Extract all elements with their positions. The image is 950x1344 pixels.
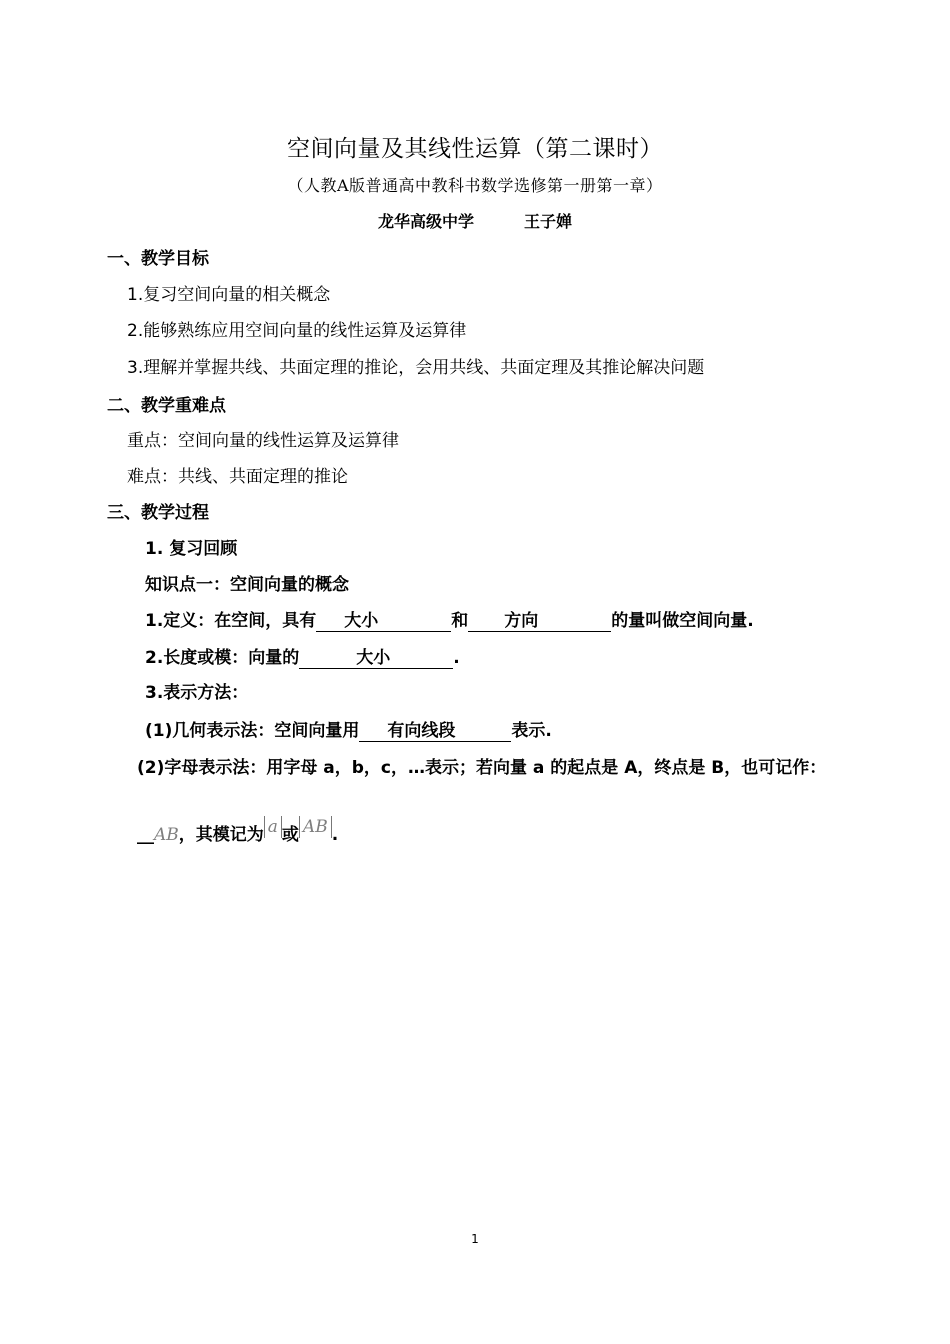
geometric-representation-line <box>145 722 552 742</box>
notation-line <box>137 817 339 848</box>
doc-subtitle: （人教A版普通高中教科书数学选修第一册第一章） <box>287 176 663 195</box>
blank-directed-segment: 有向线段 <box>387 721 456 741</box>
length-line <box>145 649 460 669</box>
section-heading-key-points: 二、教学重难点 <box>107 396 226 416</box>
author-name: 王子婵 <box>524 212 573 231</box>
definition-line <box>145 612 754 632</box>
vector-ab-notation: AB <box>154 825 179 845</box>
review-heading: 1. 复习回顾 <box>145 539 238 559</box>
length-prefix: 2.长度或模：向量的 <box>145 648 300 668</box>
length-suffix: . <box>453 648 460 668</box>
geometric-prefix: (1)几何表示法：空间向量用 <box>145 721 360 741</box>
difficult-point: 难点：共线、共面定理的推论 <box>127 467 348 487</box>
modulus-ab: AB <box>299 816 332 838</box>
notation-period: . <box>331 825 339 845</box>
definition-prefix: 1.定义：在空间，具有 <box>145 611 317 631</box>
doc-title: 空间向量及其线性运算（第二课时） <box>287 136 663 162</box>
notation-blank: __ <box>137 825 154 845</box>
modulus-label: ，其模记为 <box>178 825 264 845</box>
section-heading-objectives: 一、教学目标 <box>107 249 209 269</box>
author-school: 龙华高级中学 <box>377 212 474 231</box>
blank-length: 大小 <box>356 648 391 668</box>
definition-and: 和 <box>451 611 469 631</box>
representation-heading: 3.表示方法： <box>145 683 249 703</box>
author-line <box>0 214 950 230</box>
or-label: 或 <box>281 825 299 845</box>
objective-item-1: 1.复习空间向量的相关概念 <box>127 285 331 305</box>
objective-item-2: 2.能够熟练应用空间向量的线性运算及运算律 <box>127 321 467 341</box>
letter-representation-line: (2)字母表示法：用字母 a，b，c，…表示；若向量 a 的起点是 A，终点是 B，也可记作： <box>137 758 827 778</box>
definition-suffix: 的量叫做空间向量. <box>611 611 754 631</box>
geometric-suffix: 表示. <box>511 721 552 741</box>
key-point: 重点：空间向量的线性运算及运算律 <box>127 431 399 451</box>
knowledge-point-1: 知识点一：空间向量的概念 <box>145 575 349 595</box>
blank-magnitude: 大小 <box>344 611 379 631</box>
modulus-a: a <box>264 816 282 838</box>
section-heading-process: 三、教学过程 <box>107 503 209 523</box>
blank-direction: 方向 <box>504 611 539 631</box>
page-number: 1 <box>471 1232 479 1246</box>
objective-item-3: 3.理解并掌握共线、共面定理的推论，会用共线、共面定理及其推论解决问题 <box>127 358 705 378</box>
